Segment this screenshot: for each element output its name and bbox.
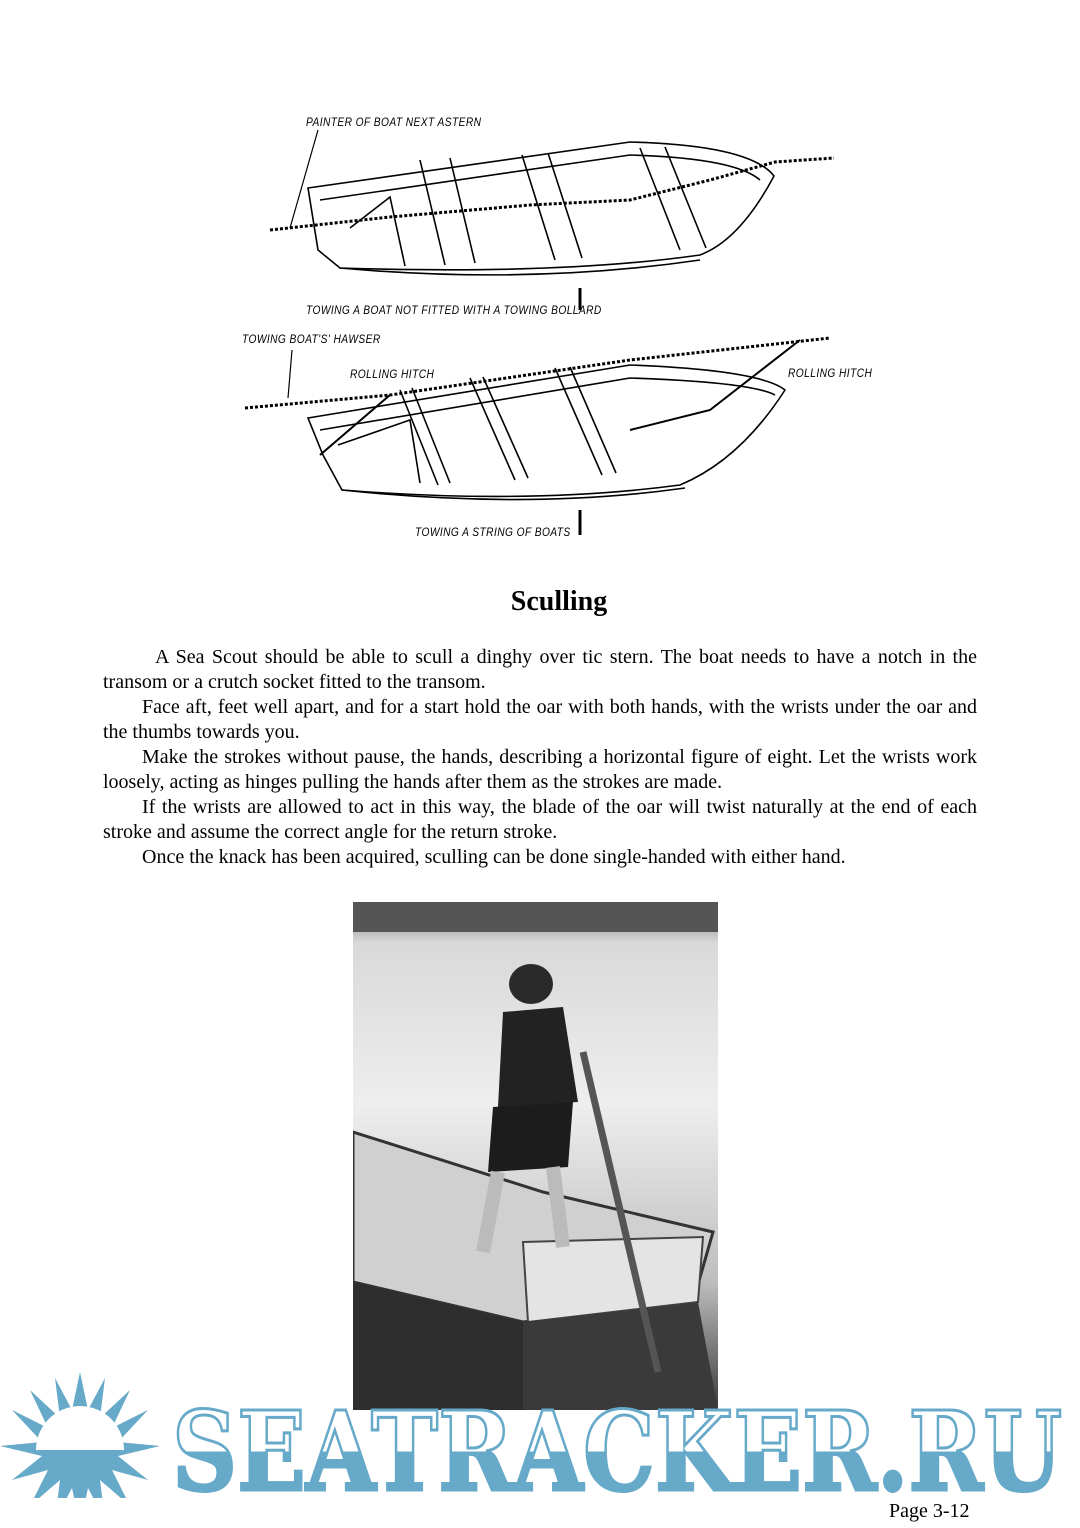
page-number: Page 3-12	[889, 1500, 970, 1522]
paragraph: If the wrists are allowed to act in this way, the blade of the oar will twist naturally at the end of each stroke and assume the correct angle for the return stroke.	[103, 796, 977, 843]
label-hawser: TOWING BOAT'S' HAWSER	[242, 332, 381, 346]
sculling-photo	[353, 902, 718, 1410]
paragraph: Once the knack has been acquired, sculling can be done single-handed with either hand.	[142, 846, 846, 868]
caption-towing-no-bollard: TOWING A BOAT NOT FITTED WITH A TOWING BOLLARD	[306, 303, 602, 317]
boat-drawing-top	[270, 130, 834, 310]
seatracker-watermark-logo	[0, 1370, 1080, 1498]
body-text	[103, 645, 977, 870]
towing-diagram	[230, 100, 873, 550]
paragraph: Face aft, feet well apart, and for a start hold the oar with both hands, with the wrists under the oar and the thumbs towards you.	[103, 696, 977, 743]
paragraph: Make the strokes without pause, the hands, describing a horizontal figure of eight. Let the wrists work loosely, acting as hinges pulling the hands after them as the strokes are made.	[103, 746, 977, 793]
label-rolling-hitch-right: ROLLING HITCH	[788, 366, 873, 380]
label-painter: PAINTER OF BOAT NEXT ASTERN	[306, 115, 482, 129]
sun-icon	[0, 1372, 160, 1498]
section-title: Sculling	[510, 586, 608, 617]
label-rolling-hitch-left: ROLLING HITCH	[350, 367, 435, 381]
watermark-text: SEATRACKER.RU	[172, 1387, 1062, 1498]
caption-towing-string: TOWING A STRING OF BOATS	[415, 525, 571, 539]
paragraph: A Sea Scout should be able to scull a dinghy over tic stern. The boat needs to have a notch in the transom or a crutch socket fitted to the transom.	[103, 646, 977, 693]
boat-drawing-bottom	[245, 338, 830, 535]
